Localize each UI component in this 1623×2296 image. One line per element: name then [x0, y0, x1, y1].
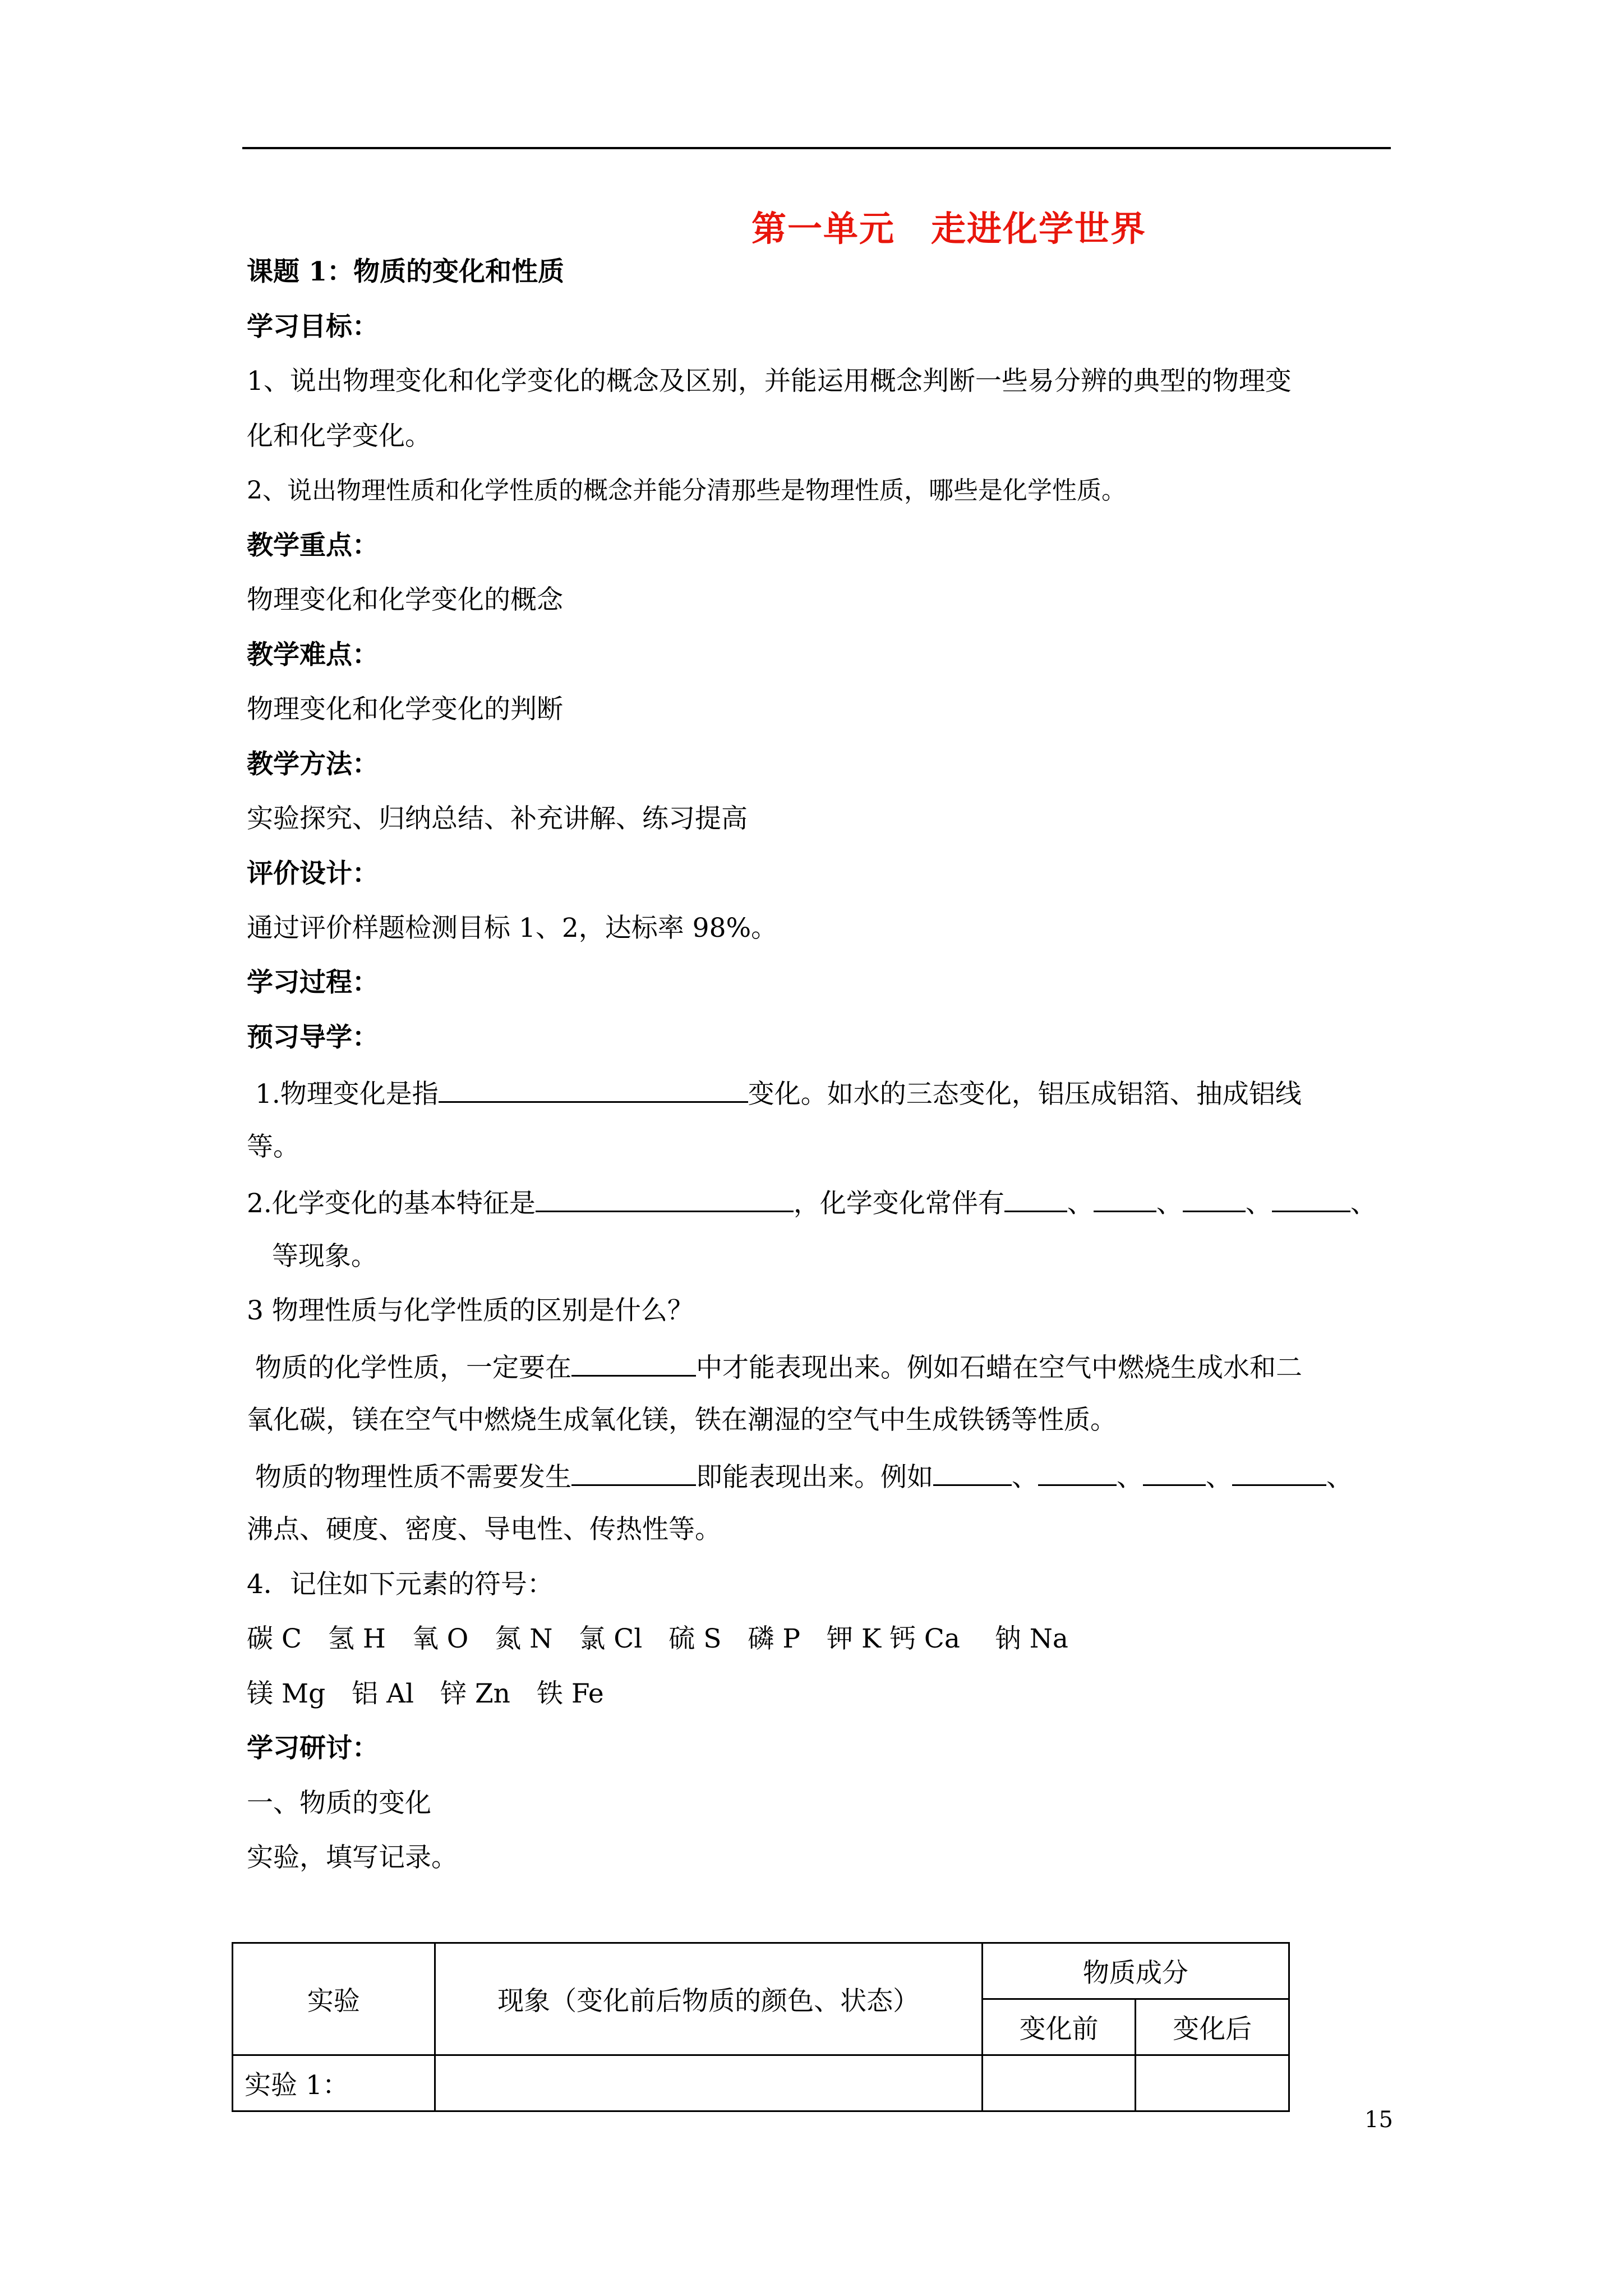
evaluation-text: 通过评价样题检测目标 1、2，达标率 98%。 [247, 913, 778, 944]
header-after: 变化后 [1136, 1999, 1289, 2055]
q3b-blank-1[interactable] [571, 1458, 696, 1486]
elements-line-1: 碳 C 氢 H 氧 O 氮 N 氯 Cl 硫 S 磷 P 钾 K 钙 Ca 钠 Na [247, 1623, 1068, 1654]
q1-prefix: 1.物理变化是指 [247, 1079, 439, 1110]
q2-blank-2[interactable] [1004, 1185, 1067, 1212]
separator: 、 [1245, 1188, 1272, 1219]
question-2-cont: 等现象。 [247, 1241, 377, 1272]
question-1 [247, 1075, 1302, 1111]
q3a-prefix: 物质的化学性质，一定要在 [247, 1352, 571, 1383]
evaluation-heading: 评价设计： [247, 858, 379, 889]
q3b-blank-4[interactable] [1143, 1458, 1206, 1486]
method-text: 实验探究、归纳总结、补充讲解、练习提高 [247, 803, 748, 834]
q2-blank-1[interactable] [536, 1185, 794, 1212]
question-3: 3 物理性质与化学性质的区别是什么？ [247, 1295, 694, 1326]
separator: 、 [1067, 1188, 1094, 1219]
question-2 [247, 1185, 1377, 1221]
q3b-mid: 即能表现出来。例如 [695, 1462, 933, 1493]
q2-blank-4[interactable] [1183, 1185, 1246, 1212]
study-heading: 学习研讨： [247, 1733, 379, 1764]
row-1-before-cell[interactable] [982, 2055, 1136, 2111]
lesson-title: 课题 1：物质的变化和性质 [247, 256, 565, 287]
page-number: 15 [1364, 2107, 1393, 2133]
row-1-phenomenon-cell[interactable] [435, 2055, 982, 2111]
objective-1-line-2: 化和化学变化。 [247, 421, 431, 452]
section-1-heading: 一、物质的变化 [247, 1788, 431, 1819]
header-composition: 物质成分 [982, 1943, 1289, 1999]
separator: 、 [1011, 1462, 1038, 1493]
q3a-blank[interactable] [571, 1349, 696, 1377]
question-1-cont: 等。 [247, 1131, 299, 1162]
preview-heading: 预习导学： [247, 1022, 379, 1053]
row-1-after-cell[interactable] [1136, 2055, 1289, 2111]
q3b-prefix: 物质的物理性质不需要发生 [247, 1462, 571, 1493]
difficulties-text: 物理变化和化学变化的判断 [247, 694, 563, 725]
q2-mid: ，化学变化常伴有 [793, 1188, 1004, 1219]
row-1-label: 实验 1： [233, 2055, 435, 2111]
question-3b-cont: 沸点、硬度、密度、导电性、传热性等。 [247, 1514, 721, 1545]
q2-prefix: 2.化学变化的基本特征是 [247, 1188, 536, 1219]
separator: 、 [1116, 1462, 1143, 1493]
question-3a-cont: 氧化碳，镁在空气中燃烧生成氧化镁，铁在潮湿的空气中生成铁锈等性质。 [247, 1405, 1117, 1435]
question-3a [247, 1349, 1302, 1385]
separator: 、 [1350, 1188, 1377, 1219]
objective-2: 2、说出物理性质和化学性质的概念并能分清那些是物理性质，哪些是化学性质。 [247, 476, 1126, 505]
difficulties-heading: 教学难点： [247, 639, 379, 670]
q3b-blank-2[interactable] [933, 1458, 1012, 1486]
question-3b [247, 1458, 1353, 1494]
separator: 、 [1205, 1462, 1232, 1493]
separator: 、 [1326, 1462, 1353, 1493]
objective-1-line-1: 1、说出物理变化和化学变化的概念及区别，并能运用概念判断一些易分辨的典型的物理变 [247, 366, 1292, 397]
q1-blank[interactable] [439, 1075, 748, 1103]
header-phenomenon: 现象（变化前后物质的颜色、状态） [435, 1943, 982, 2055]
method-heading: 教学方法： [247, 749, 379, 780]
q1-suffix: 变化。如水的三态变化，铝压成铝箔、抽成铝线 [748, 1079, 1302, 1110]
page-title: 第一单元 走进化学世界 [751, 208, 1147, 249]
header-before: 变化前 [982, 1999, 1136, 2055]
elements-line-2: 镁 Mg 铝 Al 锌 Zn 铁 Fe [247, 1678, 604, 1709]
q2-blank-5[interactable] [1272, 1185, 1350, 1212]
objectives-heading: 学习目标： [247, 311, 379, 342]
header-rule [242, 147, 1391, 149]
separator: 、 [1156, 1188, 1183, 1219]
question-4: 4．记住如下元素的符号： [247, 1569, 554, 1600]
q2-blank-3[interactable] [1094, 1185, 1156, 1212]
q3b-blank-3[interactable] [1038, 1458, 1117, 1486]
key-points-heading: 教学重点： [247, 530, 379, 561]
section-1-text: 实验，填写记录。 [247, 1842, 458, 1873]
q3b-blank-5[interactable] [1232, 1458, 1326, 1486]
experiment-table [232, 1942, 1290, 2112]
process-heading: 学习过程： [247, 967, 379, 998]
q3a-suffix: 中才能表现出来。例如石蜡在空气中燃烧生成水和二 [695, 1352, 1302, 1383]
key-points-text: 物理变化和化学变化的概念 [247, 585, 563, 615]
header-experiment: 实验 [233, 1943, 435, 2055]
